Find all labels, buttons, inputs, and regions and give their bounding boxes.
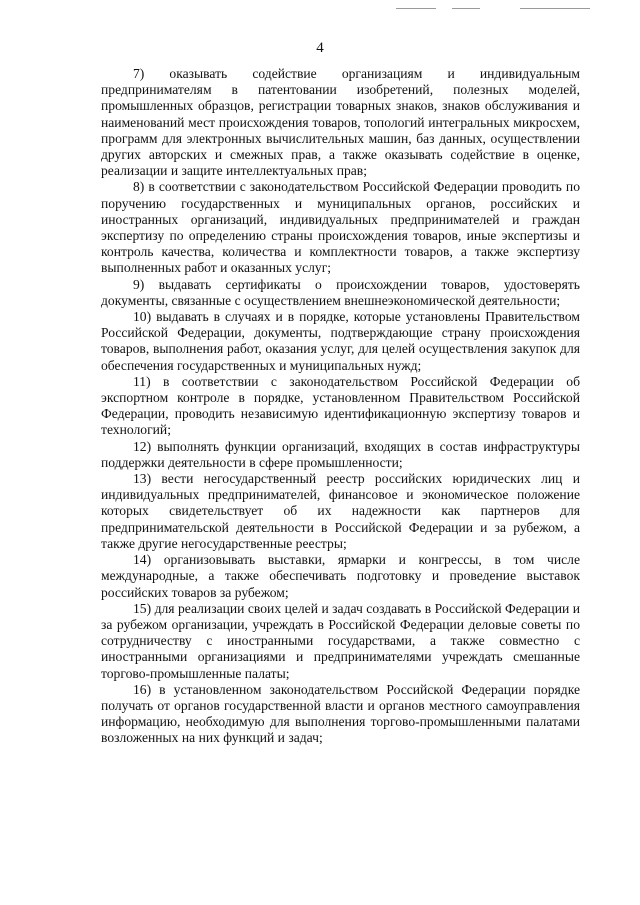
paragraph-11: 11) в соответствии с законодательством Российской Федерации об экспортном контроле в порядке, установленном Правительством Российской Федерации, проводить независимую идентификационную экспертизу товаров и технологий; [101,373,580,438]
paragraph-16: 16) в установленном законодательством Российской Федерации порядке получать от органов государственной власти и органов местного самоуправления информацию, необходимую для выполнения торгово-промышленными палатами возложенных на них функций и задач; [101,681,580,746]
scan-edge-mark [520,8,590,9]
paragraph-15: 15) для реализации своих целей и задач создавать в Российской Федерации и за рубежом организации, учреждать в Российской Федерации деловые советы по сотрудничеству с иностранными государствами, а также совместно с иностранными организациями и предпринимателями учреждать смешанные торгово-промышленные палаты; [101,600,580,681]
scan-edge-mark [396,8,436,9]
page-number: 4 [316,40,324,56]
paragraph-13: 13) вести негосударственный реестр российских юридических лиц и индивидуальных предпринимателей, финансовое и экономическое положение которых свидетельствует об их надежности как партнеров для предпринимательской деятельности в Российской Федерации и за рубежом, а также другие негосударственные реестры; [101,471,580,551]
paragraph-7: 7) оказывать содействие организациям и индивидуальным предпринимателям в патентовании изобретений, полезных моделей, промышленных образцов, регистрации товарных знаков, знаков обслуживания и наименований мест происхождения товаров, топологий интегральных микросхем, программ для электронных вычислительных машин, баз данных, осуществлении других авторских и смежных прав, а также оказывать содействие в оценке, реализации и защите интеллектуальных прав; [101,66,580,179]
document-body [101,66,580,747]
paragraph-12: 12) выполнять функции организаций, входящих в состав инфраструктуры поддержки деятельности в сфере промышленности; [101,438,580,470]
scan-edge-mark [452,8,480,9]
paragraph-8: 8) в соответствии с законодательством Российской Федерации проводить по поручению государственных и муниципальных органов, российских и иностранных организаций, индивидуальных предпринимателей и граждан экспертизу по определению страны происхождения товаров, иные экспертизы и контроль качества, количества и комплектности товаров, а также экспертизу выполненных работ и оказанных услуг; [101,179,580,276]
paragraph-10: 10) выдавать в случаях и в порядке, которые установлены Правительством Российской Федерации, документы, подтверждающие страну происхождения товаров, выполнения работ, оказания услуг, для целей осуществления закупок для обеспечения государственных и муниципальных нужд; [101,309,580,373]
paragraph-14: 14) организовывать выставки, ярмарки и конгрессы, в том числе международные, а также обеспечивать подготовку и проведение выставок российских товаров за рубежом; [101,552,580,600]
paragraph-9: 9) выдавать сертификаты о происхождении товаров, удостоверять документы, связанные с осуществлением внешнеэкономической деятельности; [101,276,580,308]
